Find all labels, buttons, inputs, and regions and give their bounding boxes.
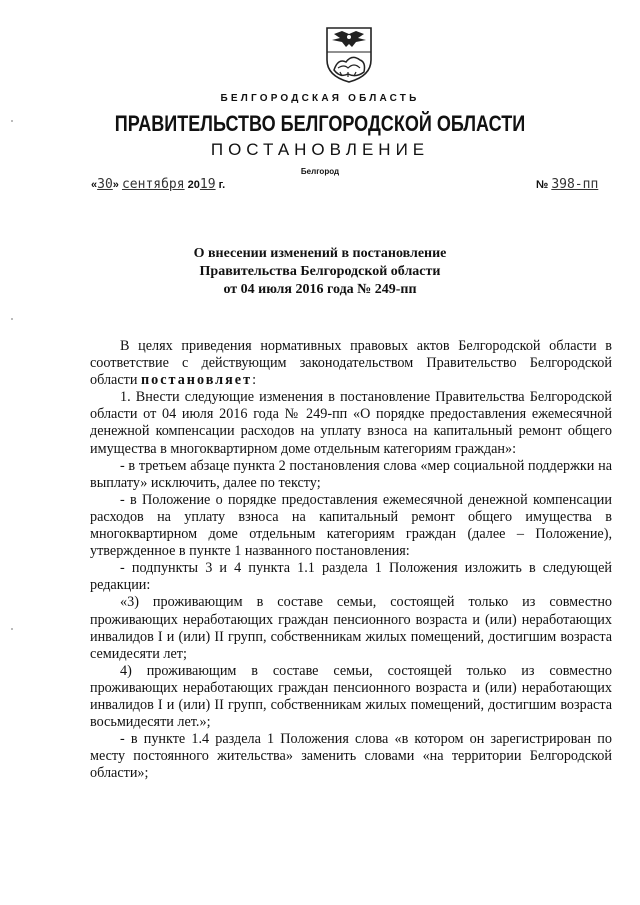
date-suffix: г. xyxy=(218,179,226,191)
paragraph-change-1: - в третьем абзаце пункта 2 постановления слова «мер социальной поддержки на выплату» исключить, далее по тексту; xyxy=(90,457,612,491)
paragraph-change-3: - подпункты 3 и 4 пункта 1.1 раздела 1 Положения изложить в следующей редакции: xyxy=(90,560,612,594)
date-close-quote: » xyxy=(112,179,119,191)
preamble-end: : xyxy=(252,372,257,389)
decree-number xyxy=(536,177,598,192)
date-month: сентября xyxy=(121,177,185,192)
scan-mark xyxy=(11,628,13,630)
paragraph-subitem-4: 4) проживающим в составе семьи, состоящей только из совместно проживающих неработающих граждан пенсионного возраста и (или) неработающих инвалидов I и (или) II групп, собственникам жилых помещений, достигшим возраста восьмидесяти лет.»; xyxy=(90,662,612,731)
city-name: Белгород xyxy=(300,167,340,176)
preamble-text: В целях приведения нормативных правовых актов Белгородской области в соответствие с действующим законодательством Правительство Белгородской области xyxy=(90,338,612,389)
region-name: БЕЛГОРОДСКАЯ ОБЛАСТЬ xyxy=(220,93,420,104)
title-line-1: О внесении изменений в постановление xyxy=(193,246,447,261)
title-line-3: от 04 июля 2016 года № 249-пп xyxy=(223,282,417,297)
document-title xyxy=(0,245,640,299)
paragraph-change-4: - в пункте 1.4 раздела 1 Положения слова «в котором он зарегистрирован по месту постоянного жительства» заменить словами «на территории Белгородской области»; xyxy=(90,731,612,782)
paragraph-item-1: 1. Внести следующие изменения в постановление Правительства Белгородской области от 04 июля 2016 года № 249-пп «О порядке предоставления ежемесячной денежной компенсации расходов на уплату взноса на капитальный ремонт общего имущества в многоквартирном доме отдельным категориям граждан»: xyxy=(90,389,612,457)
paragraph-subitem-3: «3) проживающим в составе семьи, состоящей только из совместно проживающих неработающих граждан пенсионного возраста и (или) неработающих инвалидов I и (или) II групп, собственникам жилых помещений, достигшим возраста семидесяти лет; xyxy=(90,594,612,662)
number-value: 398-пп xyxy=(551,177,599,192)
decree-date xyxy=(91,177,225,192)
paragraph-change-2: - в Положение о порядке предоставления ежемесячной денежной компенсации расходов на уплату взноса на капитальный ремонт общего имущества в многоквартирном доме отдельным категориям граждан (далее – Положение), утвержденное в пункте 1 названного постановления: xyxy=(90,491,612,560)
belgorod-coat-of-arms-icon xyxy=(324,26,374,84)
government-name: ПРАВИТЕЛЬСТВО БЕЛГОРОДСКОЙ ОБЛАСТИ xyxy=(114,111,526,136)
date-year-prefix: 20 xyxy=(187,179,200,191)
document-type: ПОСТАНОВЛЕНИЕ xyxy=(210,140,430,159)
coat-of-arms-emblem xyxy=(324,26,374,84)
number-label: № xyxy=(536,179,549,191)
title-line-2: Правительства Белгородской области xyxy=(199,264,441,279)
paragraph-preamble xyxy=(90,338,612,389)
scan-mark xyxy=(11,120,13,122)
scan-mark xyxy=(11,318,13,320)
date-open-quote: « xyxy=(91,179,98,191)
document-body xyxy=(90,338,612,782)
preamble-emphasis: постановляет xyxy=(140,372,253,389)
date-day: 30 xyxy=(97,177,113,192)
date-year-suffix: 19 xyxy=(199,177,216,192)
